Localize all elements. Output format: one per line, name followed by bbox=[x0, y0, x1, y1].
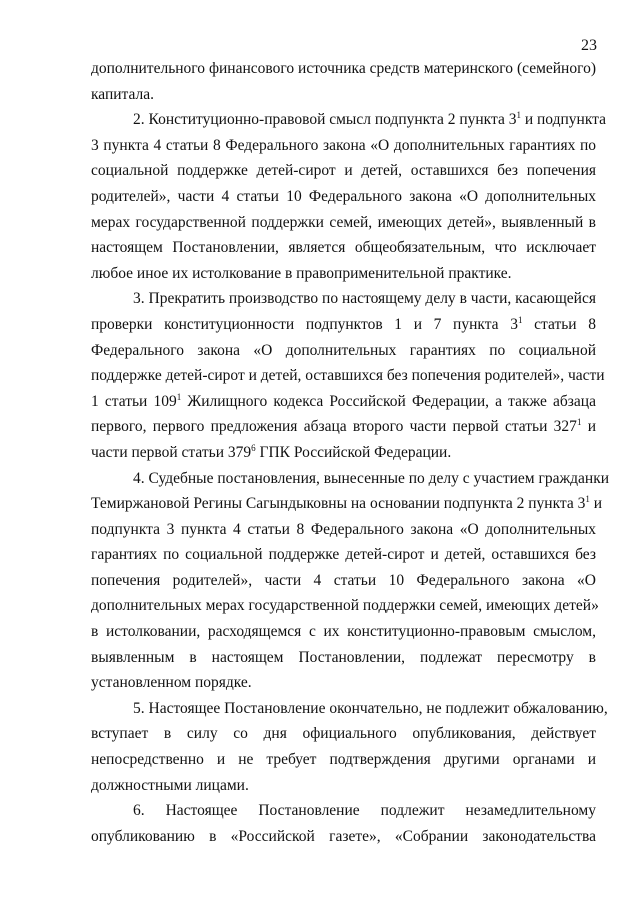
paragraph-first-line: 4. Судебные постановления, вынесенные по делу с участием гражданки bbox=[133, 469, 610, 487]
text-line: капитала. bbox=[91, 85, 155, 103]
text-line: Темиржановой Регины Сагындыковны на основании подпункта 2 пункта $3^1$ и bbox=[91, 494, 603, 513]
text-line: первого, первого предложения абзаца второго части первой статьи $327^1$ и bbox=[91, 417, 596, 436]
text-line: установленном порядке. bbox=[91, 674, 252, 692]
text-line: 1 статьи $109^1$ Жилищного кодекса Российской Федерации, а также абзаца bbox=[91, 391, 596, 410]
text-line: настоящем Постановлении, является общеобязательным, что исключает bbox=[91, 239, 596, 257]
text-line: части первой статьи $379^6$ ГПК Российской Федерации. bbox=[91, 442, 452, 461]
text-line: Федерального закона «О дополнительных гарантиях по социальной bbox=[91, 341, 596, 359]
paragraph-first-line: 3. Прекратить производство по настоящему делу в части, касающейся bbox=[133, 290, 596, 308]
paragraph-first-line: 6. Настоящее Постановление подлежит незамедлительному bbox=[133, 802, 596, 820]
text-line: попечения родителей», части 4 статьи 10 Федерального закона «О bbox=[91, 571, 596, 589]
text-line: проверки конституционности подпунктов 1 и 7 пункта $3^1$ статьи 8 bbox=[91, 314, 597, 333]
text-line: должностными лицами. bbox=[91, 776, 249, 794]
text-line: выявленным в настоящем Постановлении, подлежат пересмотру в bbox=[91, 648, 596, 666]
text-line: гарантиях по социальной поддержке детей-сирот и детей, оставшихся без bbox=[91, 546, 596, 564]
text-line: дополнительного финансового источника средств материнского (семейного) bbox=[91, 60, 596, 77]
text-line: любое иное их истолкование в правоприменительной практике. bbox=[91, 264, 512, 282]
page-number: 23 bbox=[581, 37, 597, 54]
text-line: социальной поддержке детей-сирот и детей, оставшихся без попечения bbox=[91, 162, 596, 180]
text-line: родителей», части 4 статьи 10 Федерального закона «О дополнительных bbox=[91, 187, 596, 205]
text-line: непосредственно и не требует подтверждения другими органами и bbox=[91, 751, 596, 769]
text-line: подпункта 3 пункта 4 статьи 8 Федерального закона «О дополнительных bbox=[91, 520, 596, 538]
paragraph-first-line: 5. Настоящее Постановление окончательно, не подлежит обжалованию, bbox=[133, 699, 608, 717]
text-line: дополнительных мерах государственной поддержки семей, имеющих детей» bbox=[91, 597, 599, 615]
text-line: поддержке детей-сирот и детей, оставшихся без попечения родителей», части bbox=[91, 367, 605, 385]
document-body bbox=[91, 56, 610, 849]
text-line: в истолковании, расходящемся с их конституционно-правовым смыслом, bbox=[91, 623, 596, 641]
text-line: 3 пункта 4 статьи 8 Федерального закона «О дополнительных гарантиях по bbox=[91, 136, 596, 154]
text-line: мерах государственной поддержки семей, имеющих детей», выявленный в bbox=[91, 213, 596, 231]
text-line: вступает в силу со дня официального опубликования, действует bbox=[91, 725, 596, 743]
text-line: опубликованию в «Российской газете», «Собрании законодательства bbox=[91, 827, 596, 845]
paragraph-first-line: 2. Конституционно-правовой смысл подпункта 2 пункта $3^1$ и подпункта bbox=[133, 110, 607, 129]
